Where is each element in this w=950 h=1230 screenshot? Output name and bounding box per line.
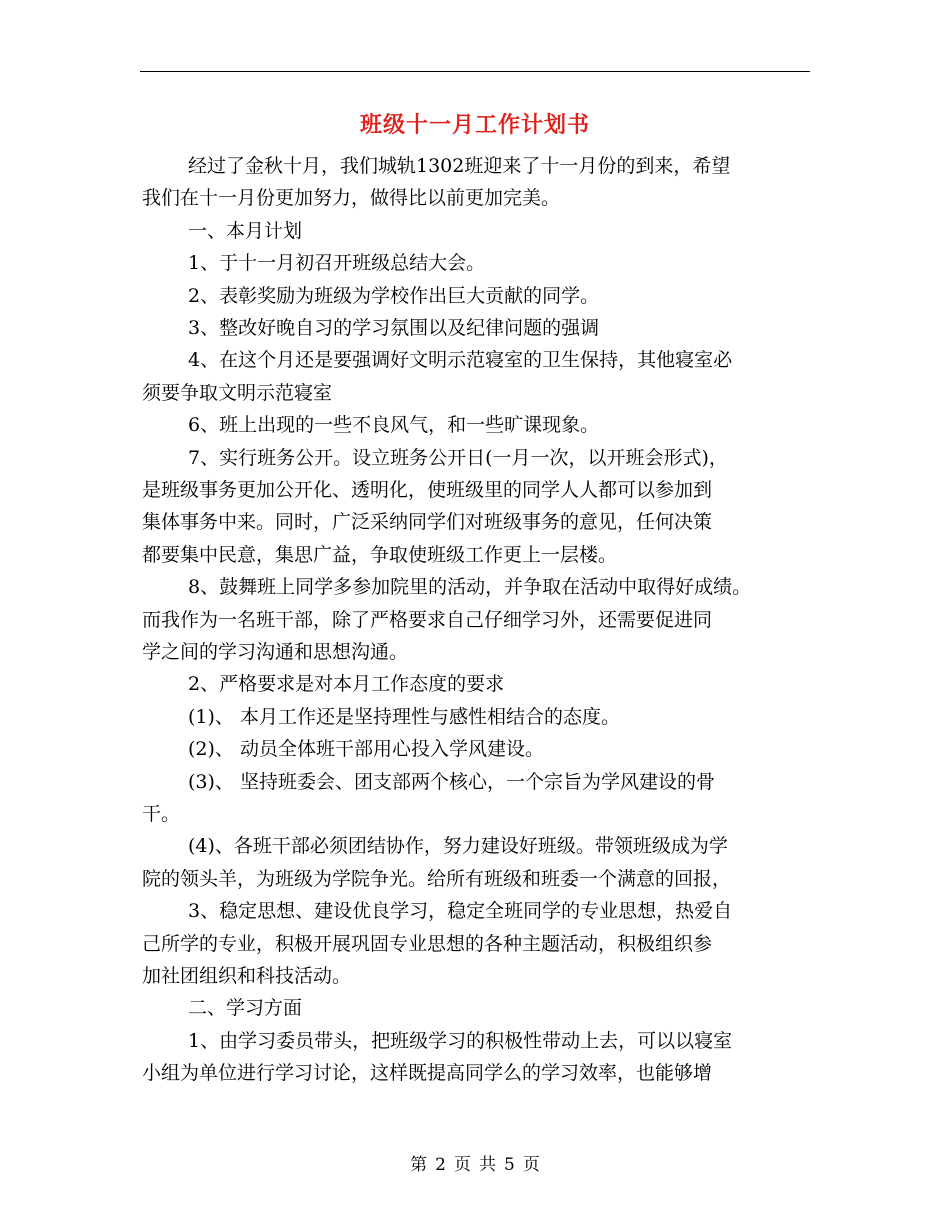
body-line: 都要集中民意，集思广益，争取使班级工作更上一层楼。 [142, 543, 618, 566]
body-line: 经过了金秋十月，我们城轨1302班迎来了十一月份的到来，希望 [188, 155, 731, 177]
body-line: 3、稳定思想、建设优良学习，稳定全班同学的专业思想，热爱自 [188, 900, 733, 923]
body-line: 一、本月计划 [188, 219, 303, 242]
body-line: 院的领头羊，为班级为学院争光。给所有班级和班委一个满意的回报， [142, 867, 732, 890]
body-line: 8、鼓舞班上同学多参加院里的活动，并争取在活动中取得好成绩。 [188, 576, 752, 599]
body-line: 1、于十一月初召开班级总结大会。 [188, 252, 486, 275]
body-line: (4)、各班干部必须团结协作，努力建设好班级。带领班级成为学 [188, 835, 728, 858]
body-line: (1)、 本月工作还是坚持理性与感性相结合的态度。 [188, 705, 620, 728]
footer-page-word: 页 [454, 1155, 471, 1175]
body-line: 2、表彰奖励为班级为学校作出巨大贡献的同学。 [188, 284, 600, 307]
footer-total-word: 共 [479, 1155, 496, 1175]
body-line: 二、学习方面 [188, 997, 303, 1020]
body-line: 小组为单位进行学习讨论，这样既提高同学么的学习效率，也能够增 [142, 1062, 713, 1085]
body-line: 须要争取文明示范寝室 [142, 381, 333, 404]
body-line: 干。 [142, 803, 181, 825]
body-line: 加社团组织和科技活动。 [142, 965, 352, 987]
total-pages-number: 5 [504, 1155, 515, 1175]
body-line: 6、班上出现的一些不良风气，和一些旷课现象。 [188, 414, 600, 437]
header-rule [140, 71, 810, 72]
body-line: 1、由学习委员带头，把班级学习的积极性带动上去，可以以寝室 [188, 1029, 733, 1052]
body-line: 我们在十一月份更加努力，做得比以前更加完美。 [142, 187, 561, 210]
current-page-number: 2 [435, 1155, 446, 1175]
page-footer [0, 1151, 950, 1179]
footer-suffix: 页 [522, 1155, 540, 1175]
body-line: 集体事务中来。同时，广泛采纳同学们对班级事务的意见，任何决策 [142, 511, 713, 534]
body-line: (3)、 坚持班委会、团支部两个核心，一个宗旨为学风建设的骨 [188, 770, 715, 793]
body-line: 是班级事务更加公开化、透明化，使班级里的同学人人都可以参加到 [142, 479, 713, 501]
body-line: 2、严格要求是对本月工作态度的要求 [188, 673, 505, 696]
body-line: 7、实行班务公开。设立班务公开日(一月一次，以开班会形式)， [188, 446, 728, 469]
document-title: 班级十一月工作计划书 [359, 112, 590, 138]
body-line: 而我作为一名班干部，除了严格要求自己仔细学习外，还需要促进同 [142, 608, 713, 631]
body-line: 己所学的专业，积极开展巩固专业思想的各种主题活动，积极组织参 [142, 932, 713, 955]
footer-prefix: 第 [410, 1155, 428, 1175]
body-line: 学之间的学习沟通和思想沟通。 [142, 641, 409, 663]
body-line: 4、在这个月还是要强调好文明示范寝室的卫生保持，其他寝室必 [188, 349, 733, 372]
body-line: 3、整改好晚自习的学习氛围以及纪律问题的强调 [188, 317, 600, 339]
body-line: (2)、 动员全体班干部用心投入学风建设。 [188, 738, 544, 761]
